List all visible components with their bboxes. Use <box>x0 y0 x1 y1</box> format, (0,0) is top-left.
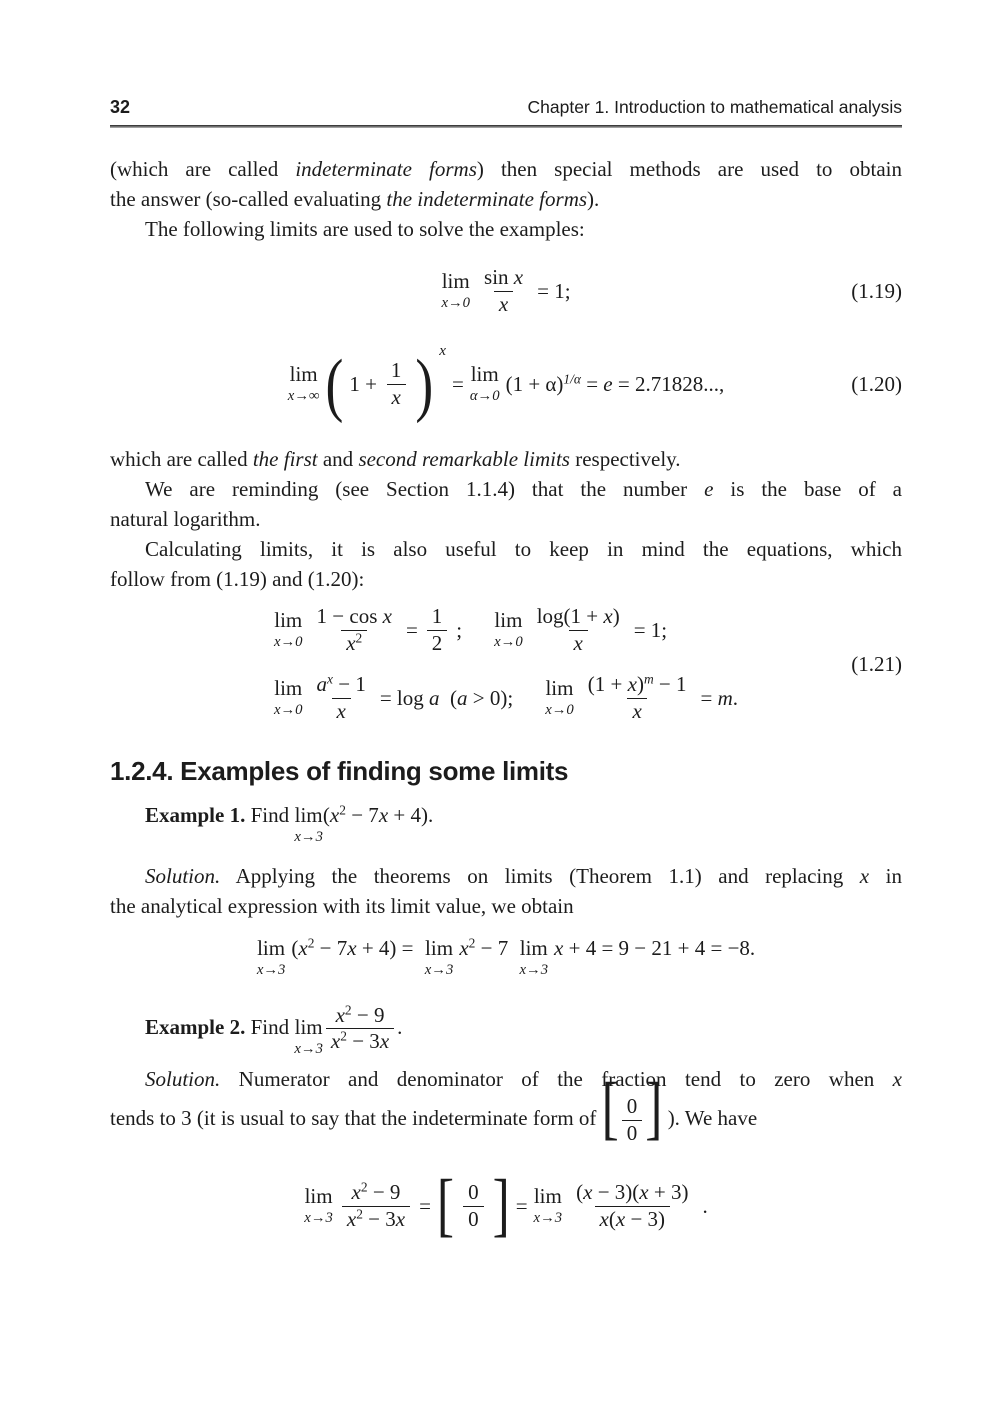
lim-operator: lim <box>304 1184 333 1209</box>
fraction <box>532 604 625 656</box>
paragraph-line: We are reminding (see Section 1.1.4) that the number e is the base of a <box>145 477 902 501</box>
fraction-denominator: $x^2$ <box>341 630 367 657</box>
equals-sign: = <box>451 372 464 396</box>
lim-block <box>494 610 523 650</box>
equation-text: 1 + <box>349 372 377 396</box>
fraction-numerator: 0 <box>468 1180 479 1205</box>
lim-subscript: x→3 <box>424 961 454 978</box>
equation-rhs: = m. <box>700 686 739 711</box>
fraction <box>312 604 397 656</box>
fraction-denominator: $x^2 - 3x$ <box>326 1028 394 1055</box>
equation-tag: (1.21) <box>851 652 902 677</box>
fraction-denominator: x <box>332 698 351 725</box>
lim-operator: lim <box>533 1184 562 1209</box>
fraction-numerator: log(1 + x) <box>536 604 620 628</box>
fraction <box>342 1180 410 1232</box>
display-equation-example2: lim x→3 $\frac{x^2 - 9}{x^2 - 3x}$ = [ $\frac{0}{0}$ ] = lim x→3 $\frac{(x - 3)(x + 3)}{x(x - 3)}$ . <box>304 1166 708 1245</box>
lim-block <box>519 935 549 978</box>
fraction <box>622 1094 643 1146</box>
fraction-denominator: x <box>569 630 588 657</box>
lim-block <box>294 805 323 845</box>
paragraph-line: natural logarithm. <box>110 507 261 531</box>
fraction-numerator: 1 <box>390 357 402 382</box>
solution2-paragraph <box>110 1064 902 1146</box>
fraction-numerator: $x^2 - 9$ <box>335 1002 385 1027</box>
fraction-denominator: x <box>494 291 513 318</box>
equation-text: x + 4 = 9 − 21 + 4 = −8. <box>554 935 756 960</box>
fraction <box>463 1180 484 1232</box>
solution2-text: ). We have <box>662 1106 758 1131</box>
lim-block <box>274 678 303 718</box>
paragraph-line: follow from (1.19) and (1.20): <box>110 567 365 591</box>
paragraph-calculating-limits <box>110 534 902 594</box>
fraction <box>479 265 528 317</box>
paragraph-line: the analytical expression with its limit value, we obtain <box>110 893 574 918</box>
equation-rhs: = 1; <box>633 618 668 643</box>
lim-subscript: x→3 <box>519 961 549 978</box>
equation-column <box>274 604 738 724</box>
section-heading: 1.2.4. Examples of finding some limits <box>110 756 569 787</box>
equation-text: $(x^2 - 7x + 4)$ = <box>291 935 419 960</box>
equals-sign: = <box>419 1194 431 1219</box>
lim-block <box>441 271 470 311</box>
lim-operator: lim <box>294 803 323 828</box>
fraction-denominator: 0 <box>622 1120 643 1147</box>
equals-sign: = <box>515 1194 528 1219</box>
equation-row-1 <box>274 604 667 656</box>
lim-subscript: x→0 <box>441 295 471 312</box>
paragraph-line: tends to 3 (it is usual to say that the indeterminate form of [ $\frac{0}{0}$ ] ). We have <box>110 1069 758 1148</box>
page-number: 32 <box>110 97 131 117</box>
lim-operator: lim <box>441 269 470 294</box>
lim-block <box>256 935 286 978</box>
fraction-numerator: 1 <box>431 604 443 628</box>
example2-line <box>110 1003 902 1057</box>
fraction-numerator: $x^2 - 9$ <box>351 1179 401 1205</box>
fraction-denominator: 0 <box>463 1206 484 1233</box>
paragraph-following-limits: The following limits are used to solve the examples: <box>145 217 585 241</box>
equation-tag: (1.19) <box>851 279 902 303</box>
lim-subscript: α→0 <box>469 388 500 405</box>
lim-block <box>424 935 454 978</box>
lim-block <box>294 1014 323 1057</box>
lim-operator: lim <box>470 362 499 387</box>
equation-tag: (1.20) <box>851 372 902 396</box>
fraction-numerator: (x − 3)(x + 3) <box>576 1180 689 1205</box>
display-equation-1-21 <box>110 604 902 724</box>
example2-intro: Example 2. Find <box>145 1014 295 1039</box>
paragraph-remarkable-limits <box>110 444 902 474</box>
lim-operator: lim <box>545 676 574 701</box>
lim-block <box>304 1186 333 1226</box>
fraction <box>386 358 407 410</box>
lim-block <box>470 364 500 404</box>
lim-operator: lim <box>289 362 318 387</box>
paragraph-line: Solution. Numerator and denominator of the fraction tend to zero when x <box>145 1067 902 1092</box>
equation-rhs: = 1; <box>537 279 571 303</box>
example2-inner <box>145 1002 403 1057</box>
lim-subscript: x→0 <box>494 634 523 651</box>
fraction <box>583 672 692 724</box>
lim-subscript: x→3 <box>294 829 323 846</box>
lim-block <box>274 610 303 650</box>
fraction-denominator: x(x − 3) <box>595 1206 671 1233</box>
example1-line <box>110 800 902 845</box>
fraction-numerator: 1 − cos x <box>316 604 392 628</box>
lim-operator: lim <box>519 935 548 960</box>
display-equation-1-19 <box>110 252 902 330</box>
fraction <box>571 1180 693 1232</box>
exponent: x <box>439 343 446 359</box>
fraction-numerator: 0 <box>626 1094 638 1119</box>
equation-row-2 <box>274 672 738 724</box>
paragraph-line: (which are called indeterminate forms) then special methods are used to obtain <box>110 157 902 181</box>
fraction <box>312 672 371 724</box>
fraction-numerator: $(1 + x)^m - 1$ <box>587 671 687 697</box>
lim-subscript: x→0 <box>545 702 574 719</box>
lim-subscript: x→3 <box>294 1040 323 1057</box>
lim-subscript: x→∞ <box>287 388 320 405</box>
example1-expression: $(x^2 - 7x + 4)$. <box>322 802 434 828</box>
example1-inner <box>145 802 434 846</box>
lim-block <box>288 364 320 404</box>
equation-text: $x^2 - 7$ <box>459 935 514 960</box>
lim-operator: lim <box>494 608 523 633</box>
page-header <box>110 96 902 118</box>
fraction-denominator: x <box>387 384 406 411</box>
display-equation-1-20: lim x→∞ ( 1 + $\frac{1}{x}$ ) x = lim α→0 $(1 + \alpha)^{1/\alpha} = e = 2.71828$..., (1.20) <box>110 336 902 432</box>
equals-sign: = <box>405 618 418 643</box>
lim-block <box>534 1186 563 1226</box>
lim-subscript: x→3 <box>256 961 286 978</box>
paragraph-line: which are called the first and second remarkable limits respectively. <box>110 447 681 471</box>
paragraph-line: Solution. Applying the theorems on limits (Theorem 1.1) and replacing x in <box>145 863 902 888</box>
lim-subscript: x→0 <box>273 702 303 719</box>
header-rule <box>110 125 902 128</box>
semicolon: ; <box>456 618 463 643</box>
period: . <box>702 1194 708 1219</box>
lim-operator: lim <box>257 935 286 960</box>
paragraph-number-e <box>110 474 902 534</box>
lim-operator: lim <box>274 676 303 701</box>
equation-rhs: = log a (a > 0); <box>379 686 514 711</box>
fraction <box>427 604 448 656</box>
lim-subscript: x→0 <box>273 634 303 651</box>
example1-intro: Example 1. Find <box>145 803 295 828</box>
fraction-numerator: sin x <box>484 264 524 289</box>
paragraph-indeterminate-forms <box>110 154 902 214</box>
chapter-title: Chapter 1. Introduction to mathematical analysis <box>527 97 902 117</box>
lim-operator: lim <box>294 1014 323 1039</box>
fraction-denominator: 2 <box>427 630 448 657</box>
lim-subscript: x→3 <box>304 1210 333 1227</box>
equation-rhs: $(1 + \alpha)^{1/\alpha} = e = 2.71828$..., <box>505 371 725 396</box>
paragraph-line: Calculating limits, it is also useful to keep in mind the equations, which <box>145 537 902 561</box>
solution2-text: tends to 3 (it is usual to say that the indeterminate form of <box>110 1106 602 1131</box>
fraction-numerator: $a^x - 1$ <box>316 671 366 697</box>
display-equation-example1 <box>110 933 902 991</box>
lim-subscript: x→3 <box>533 1210 563 1227</box>
lim-operator: lim <box>425 935 454 960</box>
lim-operator: lim <box>274 608 303 633</box>
fraction-denominator: x <box>627 698 646 725</box>
lim-block <box>545 678 574 718</box>
solution1-paragraph <box>110 861 902 921</box>
paragraph-line: the answer (so-called evaluating the indeterminate forms). <box>110 187 600 211</box>
period: . <box>397 1014 403 1039</box>
fraction-denominator: $x^2 - 3x$ <box>342 1206 410 1233</box>
fraction <box>326 1003 394 1055</box>
